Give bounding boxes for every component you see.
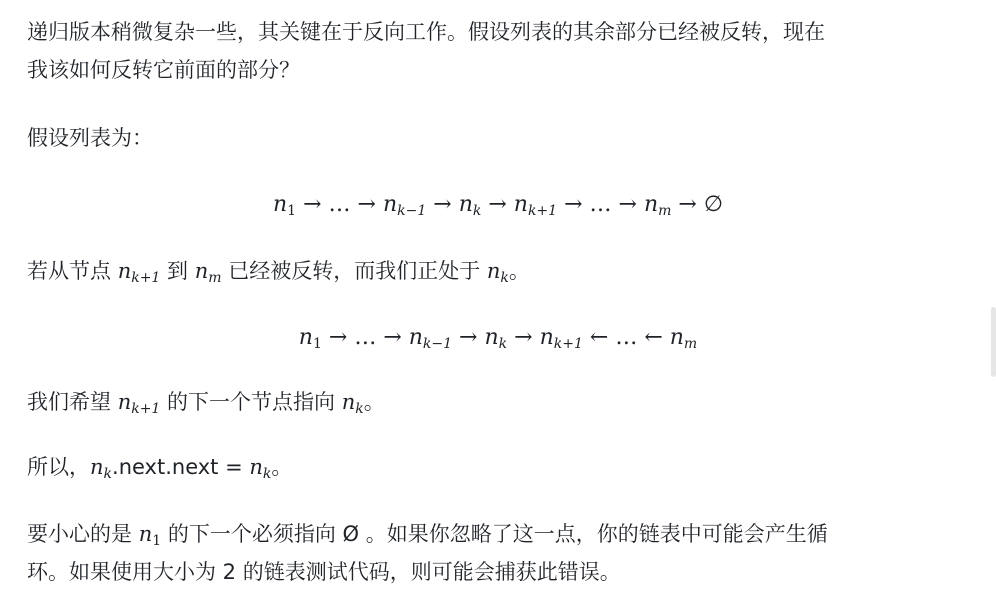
paragraph-caution	[27, 515, 828, 591]
paragraph-caution-line-2: 环。如果使用大小为 2 的链表测试代码，则可能会捕获此错误。	[27, 560, 621, 584]
paragraph-we-want: 我们希望 $n_{k+1}$ 的下一个节点指向 $n_k$。	[27, 390, 385, 417]
arrow-icon: →	[328, 325, 348, 350]
equation-partially-reversed: $n_1$ → … → $n_{k-1} \to n_k \to n_{k+1}$ ← … ← $n_m$	[298, 325, 698, 352]
left-arrow-icon: ←	[644, 325, 663, 350]
paragraph-intro-line-1: 递归版本稍微复杂一些，其关键在于反向工作。假设列表的其余部分已经被反转，现在	[27, 20, 825, 44]
paragraph-intro	[27, 13, 825, 89]
paragraph-intro-line-2: 我该如何反转它前面的部分？	[27, 58, 300, 82]
arrow-icon: →	[514, 325, 533, 350]
paragraph-caution-line-1: 要小心的是 $n_1$ 的下一个必须指向 Ø 。如果你忽略了这一点，你的链表中可能会产生循	[27, 522, 828, 549]
scrollbar-thumb[interactable]	[991, 307, 996, 377]
arrow-icon: →	[303, 192, 322, 217]
arrow-icon: →	[433, 192, 452, 217]
arrow-icon: →	[678, 192, 697, 217]
paragraph-reversed-from: 若从节点 $n_{k+1}$ 到 $n_m$ 已经被反转，而我们正处于 $n_k$。	[27, 259, 530, 286]
paragraph-so: 所以，$n_k.next.next = n_k$。	[27, 455, 293, 482]
equation-original-list: $n_1$ → … → $n_{k-1} \to n_k \to n_{k+1}$ → … → $n_m$ → ∅	[272, 192, 724, 219]
arrow-icon: →	[383, 325, 402, 350]
paragraph-assume: 假设列表为：	[27, 126, 153, 150]
arrow-icon: →	[488, 192, 507, 217]
left-arrow-icon: ←	[589, 325, 609, 350]
arrow-icon: →	[618, 192, 637, 217]
arrow-icon: →	[357, 192, 376, 217]
empty-set-symbol: ∅	[703, 192, 724, 217]
arrow-icon: →	[459, 325, 478, 350]
arrow-icon: →	[564, 192, 583, 217]
code-next-next: .next.next =	[112, 455, 250, 479]
